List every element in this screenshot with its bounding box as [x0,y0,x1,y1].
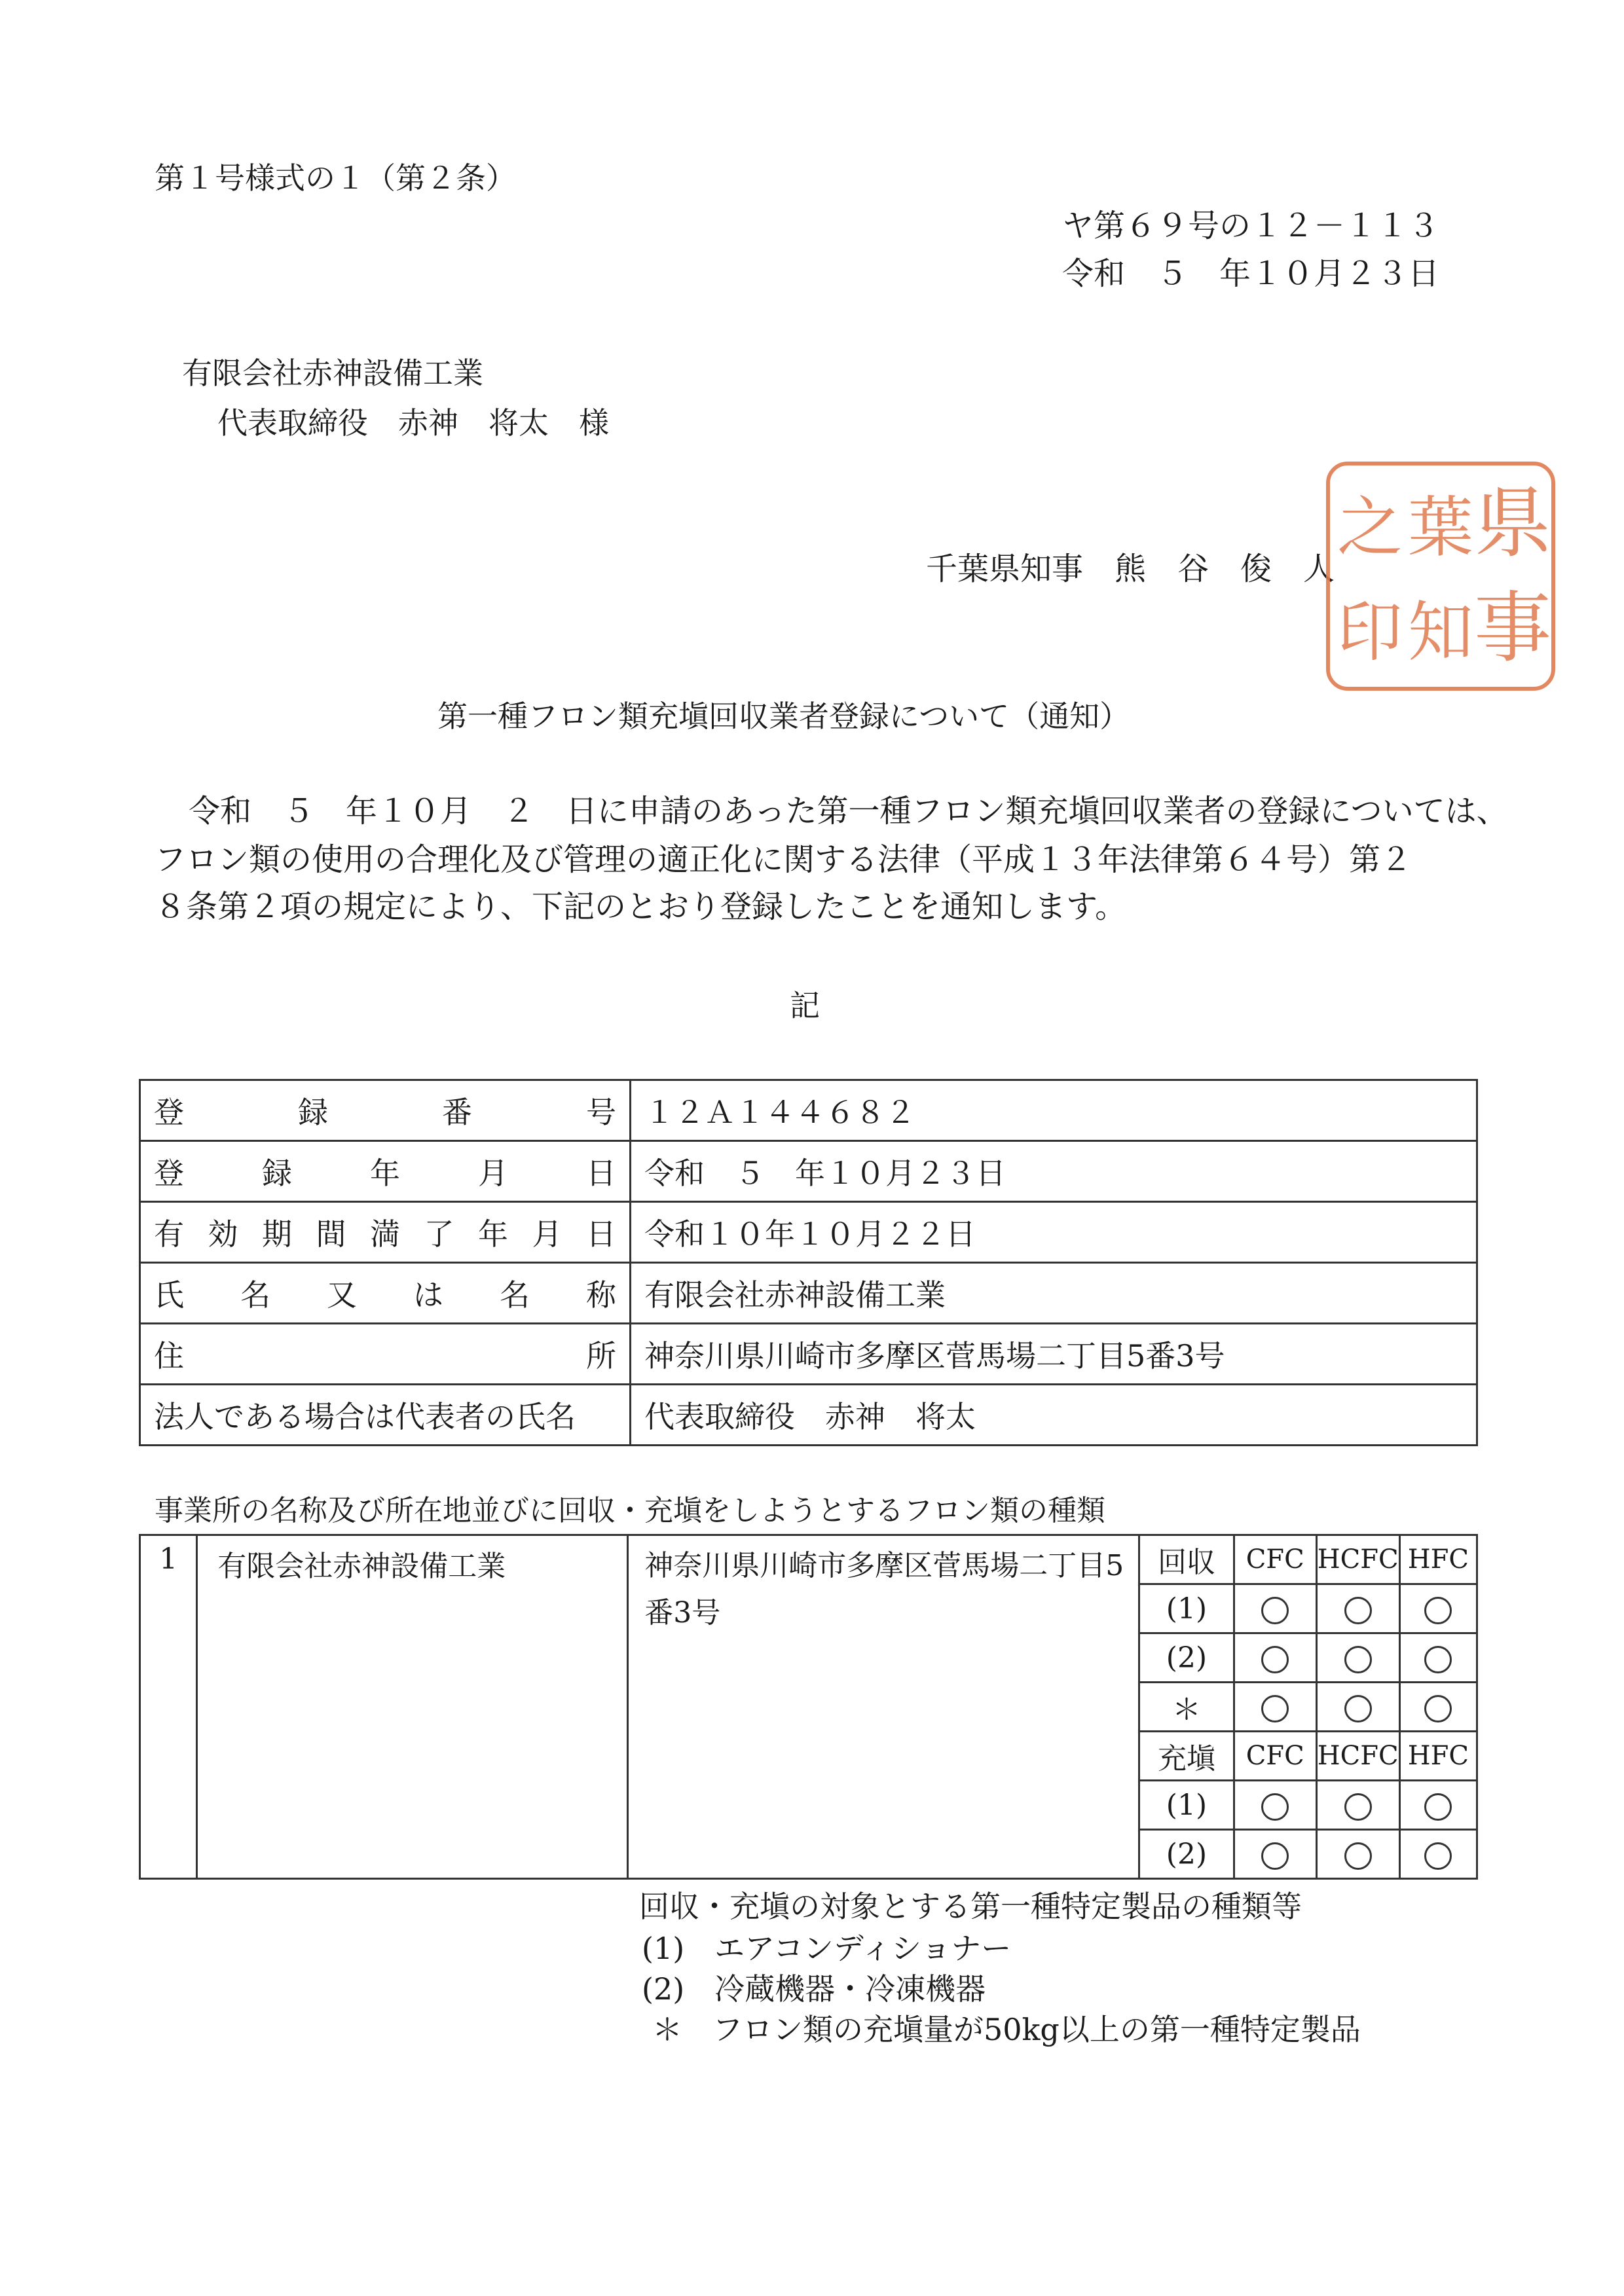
label-char: 効 [208,1216,238,1252]
circle-mark-icon [1424,1597,1452,1624]
registration-label [140,1080,631,1141]
recovery-label: 回収 [1139,1535,1234,1584]
registration-table [139,1079,1478,1446]
registration-row [140,1141,1477,1202]
check-mark [1234,1781,1316,1830]
registration-row [140,1080,1477,1141]
company-name-value: 有限会社赤神設備工業 [631,1263,1477,1324]
office-row [140,1535,1477,1584]
label-char: 名 [500,1277,530,1313]
label-char: 期 [262,1216,292,1252]
check-mark [1399,1830,1477,1879]
label-char: 登 [154,1156,184,1191]
check-mark [1316,1633,1399,1683]
circle-mark-icon [1261,1842,1289,1870]
check-mark [1316,1830,1399,1879]
sender: 千葉県知事 熊 谷 俊 人 [926,551,1335,587]
circle-mark-icon [1344,1597,1372,1624]
circle-mark-icon [1424,1646,1452,1673]
label-char: 満 [370,1216,400,1252]
address-value: 神奈川県川崎市多摩区菅馬場二丁目5番3号 [631,1324,1477,1385]
check-mark [1234,1584,1316,1633]
ki-heading: 記 [790,988,820,1023]
label-char: 氏 [154,1277,184,1313]
label-char: 了 [424,1216,454,1252]
representative-value: 代表取締役 赤神 将太 [631,1385,1477,1446]
row-label: (1) [1139,1584,1234,1633]
office-address: 神奈川県川崎市多摩区菅馬場二丁目5番3号 [628,1535,1139,1879]
label-char: 号 [586,1095,616,1130]
stamp-char-6: 之 [1337,489,1403,566]
label-char: 番 [442,1095,472,1130]
label-char: 日 [586,1216,616,1252]
check-mark [1399,1584,1477,1633]
label-char: 又 [327,1277,357,1313]
column-cfc: CFC [1234,1535,1316,1584]
registration-row [140,1385,1477,1446]
check-mark [1316,1584,1399,1633]
recipient-representative: 代表取締役 赤神 将太 様 [217,405,609,441]
check-mark [1234,1633,1316,1683]
label-char: 称 [586,1277,616,1313]
registration-row [140,1324,1477,1385]
row-label: (1) [1139,1781,1234,1830]
label-char: 年 [370,1156,400,1191]
note-item-2: (2) 冷蔵機器・冷凍機器 [642,1971,986,2007]
office-name: 有限会社赤神設備工業 [197,1535,628,1879]
stamp-char-4: 葉 [1408,489,1473,566]
label-char: 年 [478,1216,508,1252]
circle-mark-icon [1344,1646,1372,1673]
check-mark [1234,1830,1316,1879]
check-mark [1316,1683,1399,1732]
form-id: 第１号様式の１（第２条） [155,160,516,196]
check-mark [1399,1633,1477,1683]
circle-mark-icon [1344,1793,1372,1821]
body-line-1: 令和 ５ 年１０月 ２ 日に申請のあった第一種フロン類充塡回収業者の登録については、 [189,793,1508,829]
row-label: ＊ [1139,1683,1234,1732]
stamp-char-7: 印 [1337,594,1403,670]
circle-mark-icon [1261,1695,1289,1722]
office-number: 1 [140,1535,197,1879]
stamp-char-5: 知 [1408,594,1473,670]
registration-date-value: 令和 ５ 年１０月２３日 [631,1141,1477,1202]
office-heading: 事業所の名称及び所在地並びに回収・充塡をしようとするフロン類の種類 [155,1494,1105,1527]
registration-label [140,1263,631,1324]
check-mark [1316,1781,1399,1830]
label-char: 録 [262,1156,292,1191]
check-mark [1399,1781,1477,1830]
registration-row [140,1202,1477,1263]
body-line-2: フロン類の使用の合理化及び管理の適正化に関する法律（平成１３年法律第６４号）第２ [155,841,1412,878]
label-text: 法人である場合は代表者の氏名 [154,1399,576,1434]
registration-number-value: １２Ａ１４４６８２ [631,1080,1477,1141]
document-title: 第一種フロン類充塡回収業者登録について（通知） [437,699,1130,734]
check-mark [1399,1683,1477,1732]
column-cfc: CFC [1234,1732,1316,1781]
circle-mark-icon [1424,1793,1452,1821]
filling-label: 充塡 [1139,1732,1234,1781]
circle-mark-icon [1261,1597,1289,1624]
reference-number: ヤ第６９号の１２－１１３ [1061,208,1439,244]
stamp-char-2: 事 [1473,583,1552,673]
note-item-3: ＊ フロン類の充塡量が50kg以上の第一種特定製品 [652,2012,1361,2047]
label-char: 有 [154,1216,184,1252]
label-char: 住 [154,1338,184,1374]
label-char: 月 [478,1156,508,1191]
issue-date: 令和 ５ 年１０月２３日 [1061,255,1439,292]
label-char: 月 [532,1216,563,1252]
label-char: は [413,1277,443,1313]
column-hcfc: HCFC [1316,1732,1399,1781]
stamp-char-1: 県 [1473,478,1552,568]
label-char: 間 [316,1216,346,1252]
registration-label [140,1141,631,1202]
row-label: (2) [1139,1830,1234,1879]
label-char: 録 [298,1095,328,1130]
circle-mark-icon [1344,1695,1372,1722]
label-char: 名 [240,1277,270,1313]
label-char: 所 [586,1338,616,1374]
circle-mark-icon [1261,1793,1289,1821]
column-hfc: HFC [1399,1535,1477,1584]
circle-mark-icon [1424,1695,1452,1722]
registration-row [140,1263,1477,1324]
label-char: 日 [586,1156,616,1191]
note-item-1: (1) エアコンディショナー [642,1931,1012,1966]
column-hcfc: HCFC [1316,1535,1399,1584]
notes-heading: 回収・充塡の対象とする第一種特定製品の種類等 [639,1889,1302,1924]
circle-mark-icon [1344,1842,1372,1870]
circle-mark-icon [1261,1646,1289,1673]
check-mark [1234,1683,1316,1732]
circle-mark-icon [1424,1842,1452,1870]
column-hfc: HFC [1399,1732,1477,1781]
official-seal-icon [1323,458,1559,694]
expiry-date-value: 令和１０年１０月２２日 [631,1202,1477,1263]
registration-label [140,1202,631,1263]
body-line-3: ８条第２項の規定により、下記のとおり登録したことを通知します。 [155,888,1127,925]
label-char: 登 [154,1095,184,1130]
row-label: (2) [1139,1633,1234,1683]
registration-label [140,1324,631,1385]
recipient-company: 有限会社赤神設備工業 [182,355,483,391]
office-table [139,1534,1478,1880]
registration-label [140,1385,631,1446]
